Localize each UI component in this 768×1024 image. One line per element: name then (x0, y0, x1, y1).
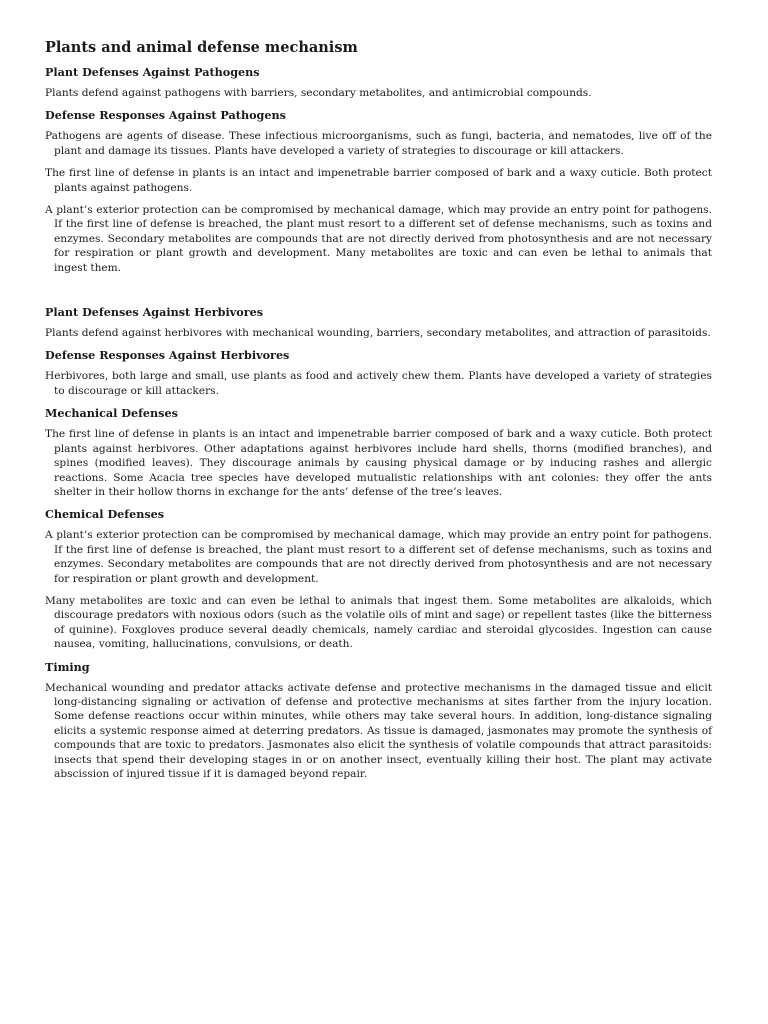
section-heading: Plant Defenses Against Herbivores (45, 305, 264, 320)
paragraph: The first line of defense in plants is an intact and impenetrable barrier composed of bark and a waxy cuticle. Both protect plants against herbivores. Other adaptations against herbivores include hard shells, thorns (modified branches), and spines (modified leaves). They discourage animals by causing physical damage or by inducing rashes and allergic reactions. Some Acacia tree species have developed mutualistic relationships with ant colonies: they offer the ants shelter in their hollow thorns in exchange for the ants’ defense of the tree’s leaves. (45, 428, 712, 498)
document-title: Plants and animal defense mechanism (45, 39, 358, 56)
paragraph: Plants defend against herbivores with mechanical wounding, barriers, secondary metabolites, and attraction of parasitoids. (45, 327, 711, 340)
paragraph: Many metabolites are toxic and can even be lethal to animals that ingest them. Some metabolites are alkaloids, which discourage predators with noxious odors (such as the volatile oils of mint and sage) or repellent tastes (like the bitterness of quinine). Foxgloves produce several deadly chemicals, namely cardiac and steroidal glycosides. Ingestion can cause nausea, vomiting, hallucinations, convulsions, or death. (45, 594, 712, 651)
paragraph: A plant’s exterior protection can be compromised by mechanical damage, which may provide an entry point for pathogens. If the first line of defense is breached, the plant must resort to a different set of defense mechanisms, such as toxins and enzymes. Secondary metabolites are compounds that are not directly derived from photosynthesis and are not necessary for respiration or plant growth and development. (45, 529, 712, 585)
section-spacer (45, 283, 712, 305)
paragraph: Herbivores, both large and small, use plants as food and actively chew them. Plants have developed a variety of strategies to discourage or kill attackers. (45, 370, 712, 397)
paragraph: Pathogens are agents of disease. These infectious microorganisms, such as fungi, bacteria, and nematodes, live off of the plant and damage its tissues. Plants have developed a variety of strategies to discourage or kill attackers. (45, 130, 712, 157)
paragraph: The first line of defense in plants is an intact and impenetrable barrier composed of bark and a waxy cuticle. Both protect plants against pathogens. (45, 167, 712, 194)
section-heading: Defense Responses Against Herbivores (45, 348, 290, 363)
paragraph: A plant’s exterior protection can be compromised by mechanical damage, which may provide an entry point for pathogens. If the first line of defense is breached, the plant must resort to a different set of defense mechanisms, such as toxins and enzymes. Secondary metabolites are compounds that are not directly derived from photosynthesis and are not necessary for respiration or plant growth and development. Many metabolites are toxic and can even be lethal to animals that ingest them. (45, 204, 712, 274)
section-heading: Mechanical Defenses (45, 406, 178, 421)
section-heading: Timing (45, 659, 90, 674)
paragraph: Mechanical wounding and predator attacks activate defense and protective mechanisms in the damaged tissue and elicit long-distancing signaling or activation of defense and protective mechanisms at sites farther from the injury location. Some defense reactions occur within minutes, while others may take several hours. In addition, long-distance signaling elicits a systemic response aimed at deterring predators. As tissue is damaged, jasmonates may promote the synthesis of compounds that are toxic to predators. Jasmonates also elicit the synthesis of volatile compounds that attract parasitoids: insects that spend their developing stages in or on another insect, eventually killing their host. The plant may activate abscission of injured tissue if it is damaged beyond repair. (45, 681, 712, 780)
section-heading: Plant Defenses Against Pathogens (45, 65, 260, 79)
section-heading: Chemical Defenses (45, 507, 165, 522)
section-heading: Defense Responses Against Pathogens (45, 108, 286, 123)
paragraph: Plants defend against pathogens with barriers, secondary metabolites, and antimicrobial compounds. (45, 87, 592, 99)
